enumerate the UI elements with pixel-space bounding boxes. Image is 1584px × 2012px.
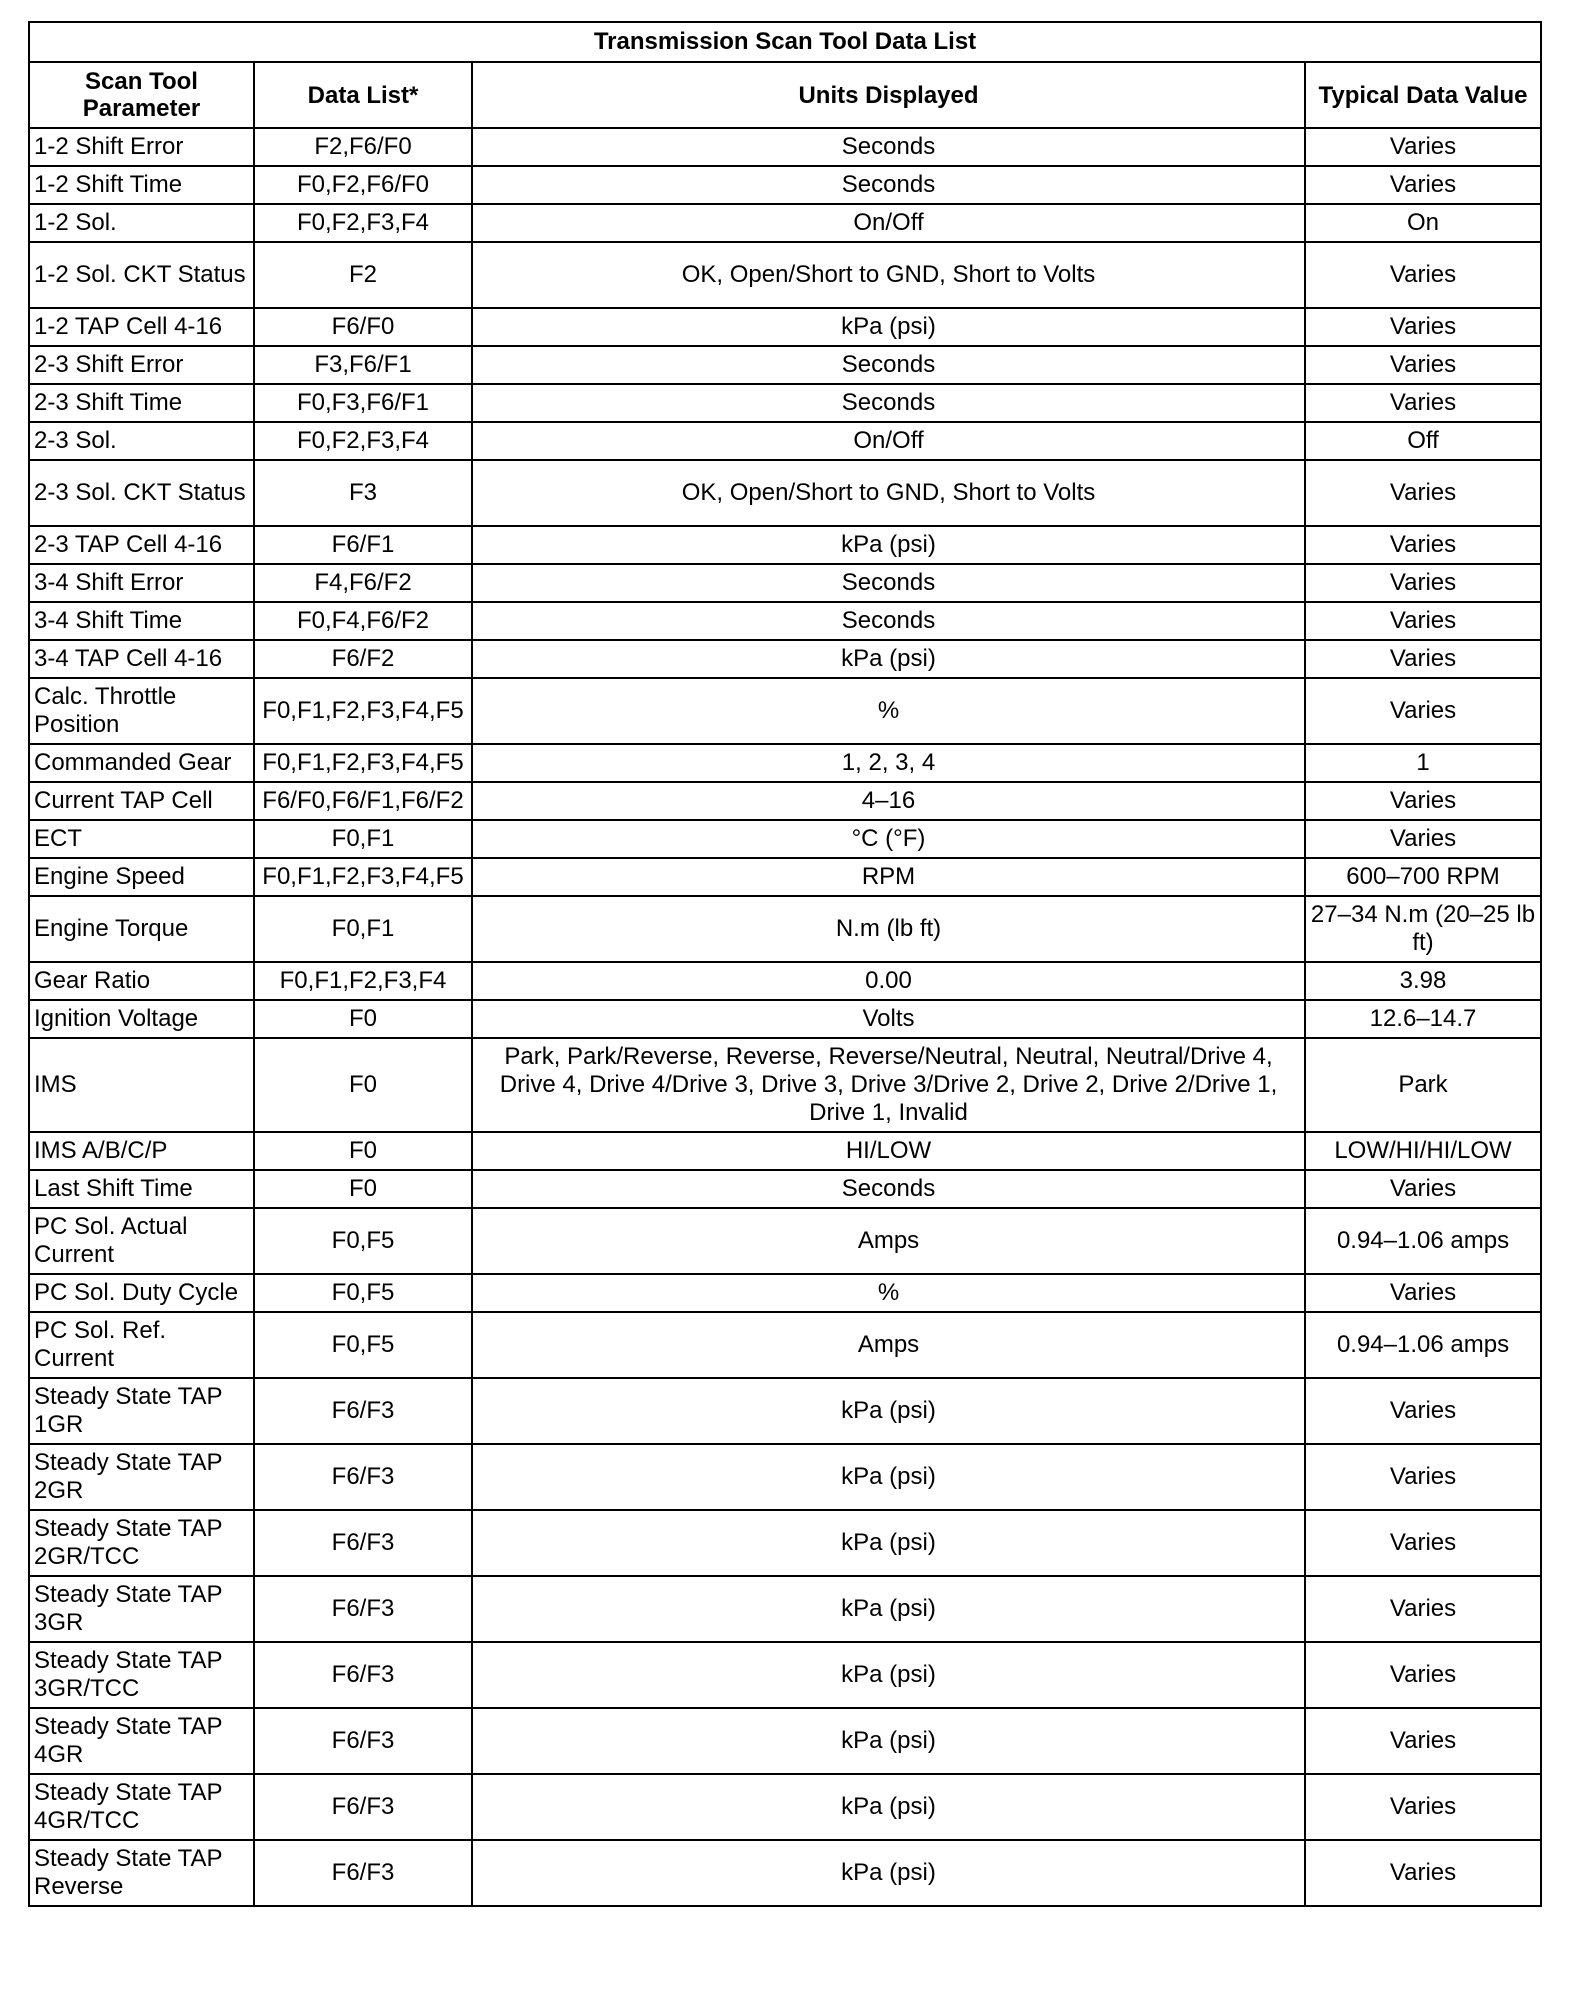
- cell-parameter: Engine Torque: [29, 896, 254, 962]
- cell-typical-value: 600–700 RPM: [1305, 858, 1541, 896]
- cell-typical-value: Varies: [1305, 820, 1541, 858]
- table-row: [29, 1132, 1541, 1170]
- cell-data-list: F6/F1: [254, 526, 472, 564]
- cell-data-list: F4,F6/F2: [254, 564, 472, 602]
- table-row: [29, 640, 1541, 678]
- cell-parameter: Calc. Throttle Position: [29, 678, 254, 744]
- cell-data-list: F2: [254, 242, 472, 308]
- table-row: [29, 1576, 1541, 1642]
- cell-parameter: Steady State TAP 4GR: [29, 1708, 254, 1774]
- cell-typical-value: Varies: [1305, 128, 1541, 166]
- cell-data-list: F6/F2: [254, 640, 472, 678]
- cell-typical-value: Varies: [1305, 1576, 1541, 1642]
- header-typical-value: Typical Data Value: [1305, 62, 1541, 128]
- cell-units: HI/LOW: [472, 1132, 1305, 1170]
- table-title: Transmission Scan Tool Data List: [29, 22, 1541, 62]
- cell-data-list: F6/F3: [254, 1774, 472, 1840]
- cell-data-list: F0,F3,F6/F1: [254, 384, 472, 422]
- cell-typical-value: Varies: [1305, 1510, 1541, 1576]
- table-row: [29, 1840, 1541, 1906]
- scan-tool-data-table: [28, 21, 1542, 1907]
- table-header-row: [29, 62, 1541, 128]
- cell-typical-value: Varies: [1305, 308, 1541, 346]
- cell-parameter: Engine Speed: [29, 858, 254, 896]
- header-units: Units Displayed: [472, 62, 1305, 128]
- cell-parameter: Ignition Voltage: [29, 1000, 254, 1038]
- cell-typical-value: Varies: [1305, 1642, 1541, 1708]
- cell-data-list: F6/F3: [254, 1444, 472, 1510]
- cell-typical-value: Varies: [1305, 1274, 1541, 1312]
- table-row: [29, 1510, 1541, 1576]
- cell-data-list: F6/F0,F6/F1,F6/F2: [254, 782, 472, 820]
- table-row: [29, 526, 1541, 564]
- cell-typical-value: Off: [1305, 422, 1541, 460]
- cell-units: kPa (psi): [472, 1840, 1305, 1906]
- cell-units: 4–16: [472, 782, 1305, 820]
- cell-units: kPa (psi): [472, 1378, 1305, 1444]
- cell-data-list: F0,F2,F6/F0: [254, 166, 472, 204]
- table-row: [29, 422, 1541, 460]
- cell-data-list: F0,F5: [254, 1208, 472, 1274]
- table-row: [29, 1000, 1541, 1038]
- table-row: [29, 1170, 1541, 1208]
- cell-parameter: PC Sol. Ref. Current: [29, 1312, 254, 1378]
- cell-units: Seconds: [472, 128, 1305, 166]
- cell-data-list: F6/F3: [254, 1576, 472, 1642]
- cell-typical-value: Varies: [1305, 782, 1541, 820]
- cell-typical-value: Varies: [1305, 1774, 1541, 1840]
- cell-parameter: 1-2 Shift Error: [29, 128, 254, 166]
- cell-units: kPa (psi): [472, 1708, 1305, 1774]
- cell-typical-value: 12.6–14.7: [1305, 1000, 1541, 1038]
- table-row: [29, 1642, 1541, 1708]
- cell-typical-value: Varies: [1305, 678, 1541, 744]
- cell-data-list: F6/F3: [254, 1642, 472, 1708]
- table-row: [29, 602, 1541, 640]
- cell-units: kPa (psi): [472, 1444, 1305, 1510]
- table-row: [29, 1038, 1541, 1132]
- cell-data-list: F0,F1,F2,F3,F4: [254, 962, 472, 1000]
- cell-typical-value: Varies: [1305, 1170, 1541, 1208]
- cell-units: kPa (psi): [472, 640, 1305, 678]
- table-row: [29, 1444, 1541, 1510]
- cell-units: RPM: [472, 858, 1305, 896]
- cell-data-list: F0: [254, 1132, 472, 1170]
- cell-parameter: 1-2 Sol.: [29, 204, 254, 242]
- cell-data-list: F0,F1,F2,F3,F4,F5: [254, 858, 472, 896]
- cell-data-list: F6/F3: [254, 1840, 472, 1906]
- cell-parameter: 3-4 Shift Time: [29, 602, 254, 640]
- cell-units: 0.00: [472, 962, 1305, 1000]
- cell-typical-value: LOW/HI/HI/LOW: [1305, 1132, 1541, 1170]
- table-row: [29, 1312, 1541, 1378]
- cell-parameter: Gear Ratio: [29, 962, 254, 1000]
- cell-data-list: F3,F6/F1: [254, 346, 472, 384]
- table-row: [29, 1774, 1541, 1840]
- cell-parameter: 2-3 TAP Cell 4-16: [29, 526, 254, 564]
- cell-typical-value: Varies: [1305, 640, 1541, 678]
- table-row: [29, 1708, 1541, 1774]
- cell-units: N.m (lb ft): [472, 896, 1305, 962]
- cell-units: kPa (psi): [472, 308, 1305, 346]
- cell-units: Seconds: [472, 384, 1305, 422]
- cell-data-list: F0: [254, 1000, 472, 1038]
- table-row: [29, 242, 1541, 308]
- table-body: [29, 128, 1541, 1906]
- cell-units: Amps: [472, 1312, 1305, 1378]
- cell-data-list: F6/F3: [254, 1378, 472, 1444]
- cell-units: kPa (psi): [472, 526, 1305, 564]
- cell-parameter: PC Sol. Actual Current: [29, 1208, 254, 1274]
- cell-parameter: PC Sol. Duty Cycle: [29, 1274, 254, 1312]
- table-row: [29, 1274, 1541, 1312]
- cell-typical-value: Varies: [1305, 242, 1541, 308]
- cell-units: Seconds: [472, 602, 1305, 640]
- cell-units: °C (°F): [472, 820, 1305, 858]
- cell-data-list: F0,F4,F6/F2: [254, 602, 472, 640]
- cell-parameter: 2-3 Shift Time: [29, 384, 254, 422]
- cell-data-list: F0,F2,F3,F4: [254, 204, 472, 242]
- table-row: [29, 896, 1541, 962]
- cell-parameter: Steady State TAP 4GR/TCC: [29, 1774, 254, 1840]
- cell-parameter: Last Shift Time: [29, 1170, 254, 1208]
- table-row: [29, 308, 1541, 346]
- header-parameter: Scan Tool Parameter: [29, 62, 254, 128]
- cell-units: kPa (psi): [472, 1642, 1305, 1708]
- cell-units: Seconds: [472, 564, 1305, 602]
- cell-typical-value: Varies: [1305, 166, 1541, 204]
- cell-units: OK, Open/Short to GND, Short to Volts: [472, 460, 1305, 526]
- cell-typical-value: Park: [1305, 1038, 1541, 1132]
- cell-units: kPa (psi): [472, 1510, 1305, 1576]
- cell-typical-value: 0.94–1.06 amps: [1305, 1312, 1541, 1378]
- cell-parameter: Commanded Gear: [29, 744, 254, 782]
- table-title-row: [29, 22, 1541, 62]
- table-row: [29, 744, 1541, 782]
- cell-parameter: ECT: [29, 820, 254, 858]
- table-row: [29, 1378, 1541, 1444]
- table-row: [29, 384, 1541, 422]
- cell-data-list: F6/F0: [254, 308, 472, 346]
- cell-typical-value: On: [1305, 204, 1541, 242]
- cell-typical-value: Varies: [1305, 526, 1541, 564]
- cell-units: %: [472, 1274, 1305, 1312]
- cell-data-list: F0: [254, 1170, 472, 1208]
- cell-units: Volts: [472, 1000, 1305, 1038]
- cell-data-list: F3: [254, 460, 472, 526]
- table-row: [29, 1208, 1541, 1274]
- cell-units: Seconds: [472, 166, 1305, 204]
- cell-data-list: F6/F3: [254, 1708, 472, 1774]
- cell-data-list: F0,F1,F2,F3,F4,F5: [254, 744, 472, 782]
- cell-units: %: [472, 678, 1305, 744]
- cell-parameter: Steady State TAP 3GR: [29, 1576, 254, 1642]
- cell-parameter: IMS A/B/C/P: [29, 1132, 254, 1170]
- cell-typical-value: Varies: [1305, 346, 1541, 384]
- cell-units: On/Off: [472, 204, 1305, 242]
- table-row: [29, 782, 1541, 820]
- cell-units: On/Off: [472, 422, 1305, 460]
- cell-units: Park, Park/Reverse, Reverse, Reverse/Neutral, Neutral, Neutral/Drive 4, Drive 4, Drive 4/Drive 3, Drive 3, Drive 3/Drive 2, Drive 2, Drive 2/Drive 1, Drive 1, Invalid: [472, 1038, 1305, 1132]
- cell-typical-value: 3.98: [1305, 962, 1541, 1000]
- cell-data-list: F0: [254, 1038, 472, 1132]
- cell-typical-value: Varies: [1305, 1378, 1541, 1444]
- cell-parameter: Steady State TAP 2GR/TCC: [29, 1510, 254, 1576]
- cell-parameter: 2-3 Shift Error: [29, 346, 254, 384]
- cell-parameter: 2-3 Sol.: [29, 422, 254, 460]
- cell-parameter: 1-2 TAP Cell 4-16: [29, 308, 254, 346]
- header-data-list: Data List*: [254, 62, 472, 128]
- cell-parameter: Current TAP Cell: [29, 782, 254, 820]
- cell-units: 1, 2, 3, 4: [472, 744, 1305, 782]
- cell-parameter: 3-4 Shift Error: [29, 564, 254, 602]
- cell-units: Amps: [472, 1208, 1305, 1274]
- table-row: [29, 820, 1541, 858]
- cell-data-list: F0,F2,F3,F4: [254, 422, 472, 460]
- cell-typical-value: 0.94–1.06 amps: [1305, 1208, 1541, 1274]
- cell-data-list: F0,F1,F2,F3,F4,F5: [254, 678, 472, 744]
- cell-units: OK, Open/Short to GND, Short to Volts: [472, 242, 1305, 308]
- cell-typical-value: 27–34 N.m (20–25 lb ft): [1305, 896, 1541, 962]
- table-row: [29, 204, 1541, 242]
- cell-parameter: 1-2 Shift Time: [29, 166, 254, 204]
- table-row: [29, 346, 1541, 384]
- cell-data-list: F6/F3: [254, 1510, 472, 1576]
- cell-typical-value: Varies: [1305, 460, 1541, 526]
- table-row: [29, 678, 1541, 744]
- cell-units: Seconds: [472, 346, 1305, 384]
- table-row: [29, 460, 1541, 526]
- cell-parameter: 3-4 TAP Cell 4-16: [29, 640, 254, 678]
- cell-typical-value: Varies: [1305, 384, 1541, 422]
- cell-typical-value: 1: [1305, 744, 1541, 782]
- cell-typical-value: Varies: [1305, 1444, 1541, 1510]
- cell-typical-value: Varies: [1305, 1708, 1541, 1774]
- cell-data-list: F2,F6/F0: [254, 128, 472, 166]
- cell-parameter: IMS: [29, 1038, 254, 1132]
- table-row: [29, 962, 1541, 1000]
- cell-data-list: F0,F5: [254, 1274, 472, 1312]
- cell-units: kPa (psi): [472, 1774, 1305, 1840]
- cell-typical-value: Varies: [1305, 564, 1541, 602]
- table-row: [29, 166, 1541, 204]
- cell-typical-value: Varies: [1305, 602, 1541, 640]
- cell-parameter: Steady State TAP 3GR/TCC: [29, 1642, 254, 1708]
- table-row: [29, 128, 1541, 166]
- cell-units: Seconds: [472, 1170, 1305, 1208]
- cell-parameter: Steady State TAP Reverse: [29, 1840, 254, 1906]
- cell-typical-value: Varies: [1305, 1840, 1541, 1906]
- cell-data-list: F0,F1: [254, 820, 472, 858]
- cell-parameter: Steady State TAP 1GR: [29, 1378, 254, 1444]
- cell-data-list: F0,F1: [254, 896, 472, 962]
- cell-data-list: F0,F5: [254, 1312, 472, 1378]
- cell-parameter: 2-3 Sol. CKT Status: [29, 460, 254, 526]
- table-row: [29, 564, 1541, 602]
- cell-units: kPa (psi): [472, 1576, 1305, 1642]
- cell-parameter: Steady State TAP 2GR: [29, 1444, 254, 1510]
- table-row: [29, 858, 1541, 896]
- cell-parameter: 1-2 Sol. CKT Status: [29, 242, 254, 308]
